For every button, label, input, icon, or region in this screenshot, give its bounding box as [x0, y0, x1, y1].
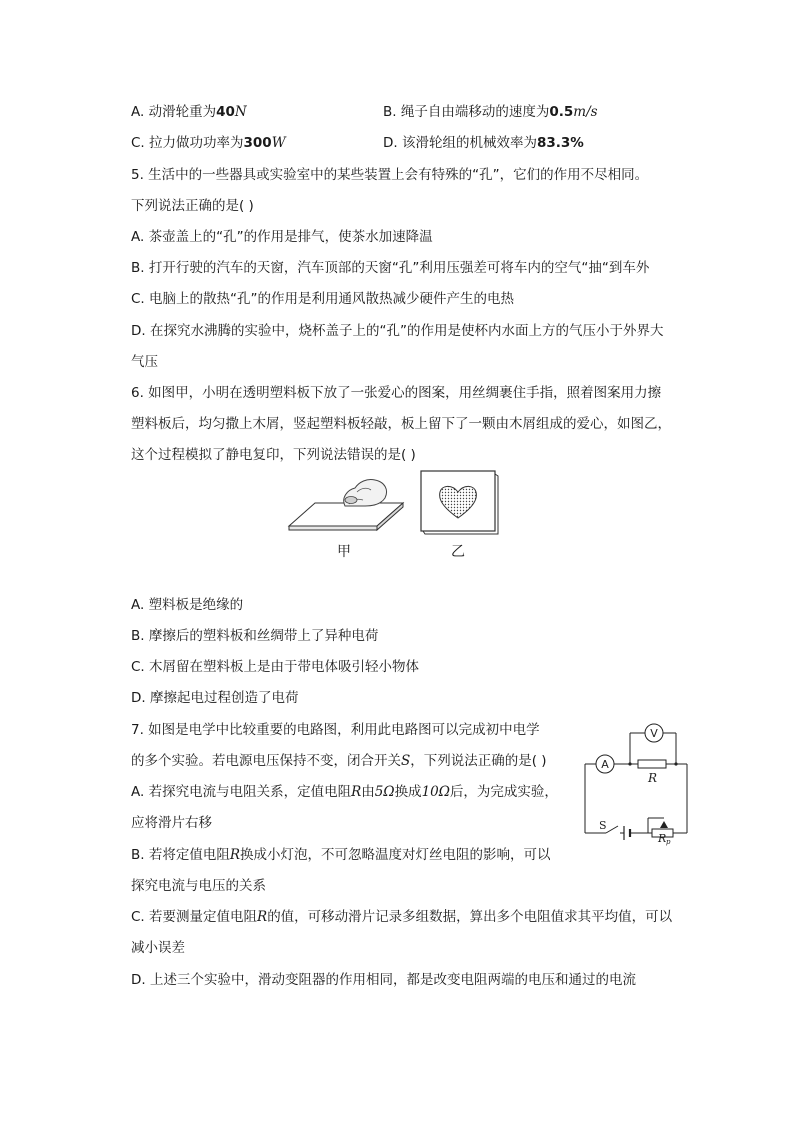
stem-text: ，下列说法正确的是( ) — [410, 753, 547, 769]
option-variable: R — [351, 784, 362, 800]
circuit-diagram — [580, 718, 700, 846]
q5-option-c: C. 电脑上的散热“孔”的作用是利用通风散热减少硬件产生的电热 — [131, 291, 514, 307]
option-text: A. 动滑轮重为 — [131, 104, 217, 120]
q7-option-a-line2: 应将滑片右移 — [131, 815, 212, 831]
q7-option-a-line1 — [131, 782, 558, 802]
ammeter-label: A — [601, 758, 609, 771]
option-value: 0.5 — [549, 104, 574, 120]
q7-option-d: D. 上述三个实验中，滑动变阻器的作用相同，都是改变电阻两端的电压和通过的电流 — [131, 972, 636, 988]
option-unit: W — [271, 135, 286, 151]
figure-plastic-board-hand — [285, 470, 405, 536]
q5-option-d-line2: 气压 — [131, 354, 158, 370]
q7-option-c-line1 — [131, 907, 672, 927]
figure-label-jia: 甲 — [337, 544, 351, 560]
q5-option-a: A. 茶壶盖上的“孔”的作用是排气，使茶水加速降温 — [131, 229, 433, 245]
q6-stem-line1: 6. 如图甲，小明在透明塑料板下放了一张爱心的图案，用丝绸裹住手指，照着图案用力擦 — [131, 385, 662, 401]
q6-option-c: C. 木屑留在塑料板上是由于带电体吸引轻小物体 — [131, 659, 420, 675]
option-value: 40 — [216, 104, 235, 120]
option-text: 后，为完成实验， — [449, 784, 558, 800]
option-variable: R — [229, 847, 241, 863]
option-text: 的值，可移动滑片记录多组数据，算出多个电阻值求其平均值，可以 — [267, 909, 673, 925]
option-value: 83.3% — [536, 135, 584, 151]
option-unit: N — [234, 104, 247, 120]
stem-variable: S — [401, 753, 411, 769]
option-value: 10Ω — [421, 784, 450, 800]
q7-option-b-line1 — [131, 845, 551, 865]
option-unit: m/s — [573, 104, 598, 120]
q6-option-a: A. 塑料板是绝缘的 — [131, 597, 244, 613]
q7-stem-line2 — [131, 751, 547, 771]
q6-option-b: B. 摩擦后的塑料板和丝绸带上了异种电荷 — [131, 628, 379, 644]
slider-arrow — [660, 821, 668, 828]
junction-dot — [674, 762, 677, 765]
option-variable: R — [257, 909, 268, 925]
q5-stem-line2: 下列说法正确的是( ) — [131, 198, 254, 214]
q5-option-b: B. 打开行驶的汽车的天窗，汽车顶部的天窗“孔”利用压强差可将车内的空气“抽“到车外 — [131, 260, 650, 276]
junction-dot — [628, 762, 631, 765]
figure-board-heart — [420, 470, 500, 536]
option-text: D. 该滑轮组的机械效率为 — [383, 135, 537, 151]
rheostat-subscript: p — [666, 838, 671, 846]
voltmeter-label: V — [650, 727, 658, 740]
option-text: 由 — [361, 784, 375, 800]
q4-option-c — [131, 133, 286, 153]
rheostat-label-main: R — [658, 832, 667, 845]
q5-stem-line1: 5. 生活中的一些器具或实验室中的某些装置上会有特殊的“孔”，它们的作用不尽相同。 — [131, 167, 649, 183]
option-value: 5Ω — [374, 784, 395, 800]
q7-option-b-line2: 探究电流与电压的关系 — [131, 878, 266, 894]
q5-option-d-line1: D. 在探究水沸腾的实验中，烧杯盖子上的“孔”的作用是使杯内水面上方的气压小于外界大 — [131, 323, 664, 339]
resistor-r — [638, 760, 666, 768]
option-text: 换成 — [394, 784, 422, 800]
figure-label-yi: 乙 — [451, 544, 465, 560]
option-value: 300 — [243, 135, 272, 151]
rheostat-label — [657, 832, 666, 845]
option-text: A. 若探究电流与电阻关系，定值电阻 — [131, 784, 352, 800]
q6-option-d: D. 摩擦起电过程创造了电荷 — [131, 690, 299, 706]
q6-stem-line2: 塑料板后，均匀撒上木屑，竖起塑料板轻敲，板上留下了一颗由木屑组成的爱心，如图乙， — [131, 416, 671, 432]
q6-stem-line3: 这个过程模拟了静电复印，下列说法错误的是( ) — [131, 447, 416, 463]
option-text: C. 若要测量定值电阻 — [131, 909, 258, 925]
q4-option-d — [383, 133, 584, 153]
option-text: C. 拉力做功功率为 — [131, 135, 244, 151]
q4-option-b — [383, 102, 598, 122]
option-text: B. 若将定值电阻 — [131, 847, 230, 863]
stem-text: 的多个实验。若电源电压保持不变，闭合开关 — [131, 753, 401, 769]
switch-label: S — [599, 819, 607, 832]
q7-stem-line1: 7. 如图是电学中比较重要的电路图，利用此电路图可以完成初中电学 — [131, 722, 540, 738]
resistor-label: R — [648, 771, 658, 785]
q7-option-c-line2: 减小误差 — [131, 940, 185, 956]
option-text: 换成小灯泡，不可忽略温度对灯丝电阻的影响，可以 — [240, 847, 551, 863]
option-text: B. 绳子自由端移动的速度为 — [383, 104, 550, 120]
q4-option-a — [131, 102, 247, 122]
